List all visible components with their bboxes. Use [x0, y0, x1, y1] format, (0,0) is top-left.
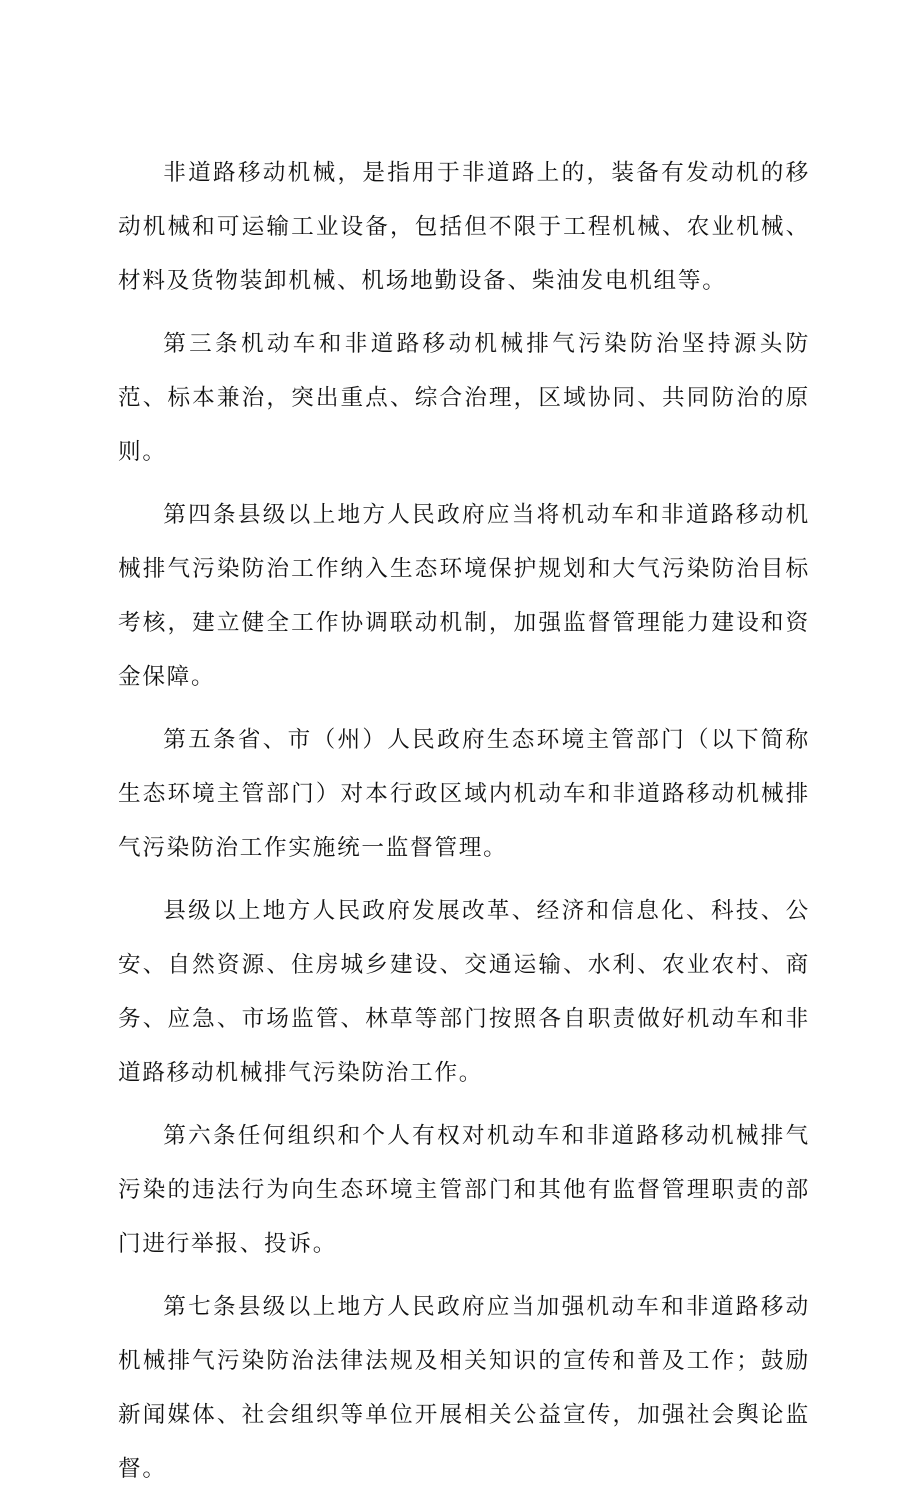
document-body — [118, 146, 810, 1496]
paragraph-article-3: 第三条机动车和非道路移动机械排气污染防治坚持源头防范、标本兼治，突出重点、综合治理，区域协同、共同防治的原则。 — [118, 331, 810, 465]
paragraph-article-5: 第五条省、市（州）人民政府生态环境主管部门（以下简称生态环境主管部门）对本行政区域内机动车和非道路移动机械排气污染防治工作实施统一监督管理。 — [118, 727, 810, 861]
paragraph-article-7: 第七条县级以上地方人民政府应当加强机动车和非道路移动机械排气污染防治法律法规及相关知识的宣传和普及工作；鼓励新闻媒体、社会组织等单位开展相关公益宣传，加强社会舆论监督。 — [118, 1294, 810, 1482]
paragraph-non-road-machinery-definition: 非道路移动机械，是指用于非道路上的，装备有发动机的移动机械和可运输工业设备，包括但不限于工程机械、农业机械、材料及货物装卸机械、机场地勤设备、柴油发电机组等。 — [118, 160, 810, 294]
paragraph-article-4: 第四条县级以上地方人民政府应当将机动车和非道路移动机械排气污染防治工作纳入生态环境保护规划和大气污染防治目标考核，建立健全工作协调联动机制，加强监督管理能力建设和资金保障。 — [118, 502, 810, 690]
paragraph-article-5-departments: 县级以上地方人民政府发展改革、经济和信息化、科技、公安、自然资源、住房城乡建设、交通运输、水利、农业农村、商务、应急、市场监管、林草等部门按照各自职责做好机动车和非道路移动机械排气污染防治工作。 — [118, 898, 810, 1086]
paragraph-article-6: 第六条任何组织和个人有权对机动车和非道路移动机械排气污染的违法行为向生态环境主管部门和其他有监督管理职责的部门进行举报、投诉。 — [118, 1123, 810, 1257]
